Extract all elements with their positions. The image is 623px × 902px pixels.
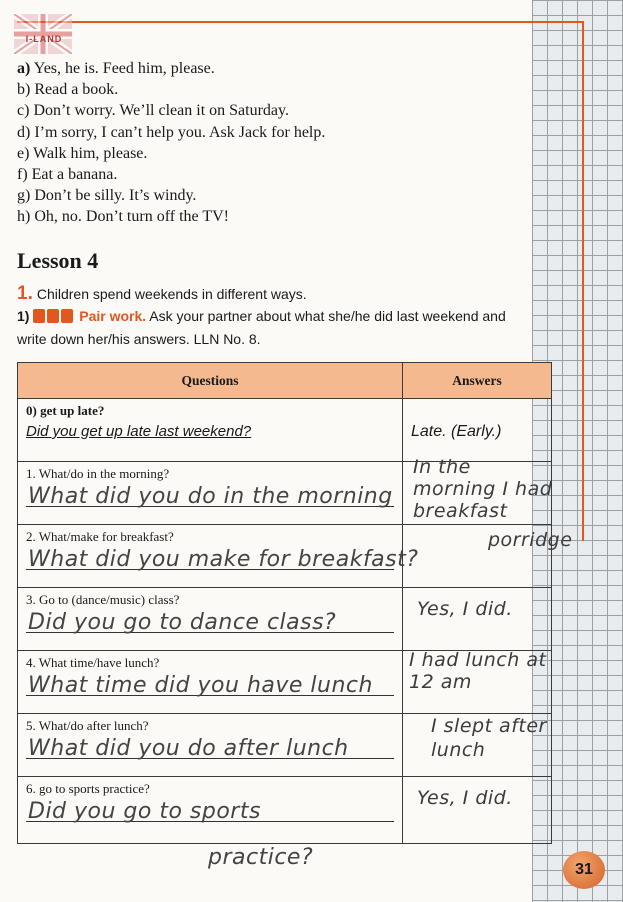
table-row bbox=[18, 399, 552, 462]
handwritten-answer: In the morning I had breakfast bbox=[413, 456, 553, 522]
answer-item: e) Walk him, please. bbox=[17, 144, 148, 162]
handwritten-answer: Yes, I did. bbox=[417, 787, 513, 809]
table-row bbox=[18, 651, 552, 714]
handwritten-question: Did you go to dance class? bbox=[28, 610, 337, 635]
pair-work-label: Pair work. bbox=[79, 308, 147, 324]
question-prompt: 2. What/make for breakfast? bbox=[26, 529, 174, 544]
task-label: 1) bbox=[17, 308, 30, 324]
top-rule bbox=[17, 21, 584, 23]
handwritten-answer: porridge bbox=[488, 529, 573, 551]
question-prompt: 3. Go to (dance/music) class? bbox=[26, 592, 180, 607]
questions-table bbox=[17, 362, 573, 870]
table-row bbox=[18, 462, 552, 525]
model-question: Did you get up late last weekend? bbox=[26, 423, 252, 440]
handwritten-question: What did you make for breakfast? bbox=[28, 547, 419, 572]
handwritten-answer: I had lunch at 12 am bbox=[409, 649, 547, 693]
handwritten-question: Did you go to sports bbox=[28, 799, 261, 824]
page-number: 31 bbox=[563, 851, 605, 889]
answer-item: h) Oh, no. Don’t turn off the TV! bbox=[17, 208, 229, 226]
handwritten-question-continued: practice? bbox=[208, 845, 314, 870]
answer-item: g) Don’t be silly. It’s windy. bbox=[17, 187, 197, 205]
table-row bbox=[18, 714, 552, 777]
answer-item: c) Don’t worry. We’ll clean it on Saturday. bbox=[17, 102, 289, 120]
activity-icons bbox=[33, 308, 75, 329]
question-prompt: 5. What/do after lunch? bbox=[26, 718, 149, 733]
cd-icon bbox=[33, 309, 45, 323]
answer-item: d) I’m sorry, I can’t help you. Ask Jack for help. bbox=[17, 123, 326, 141]
answer-list bbox=[17, 58, 325, 228]
handwritten-question: What did you do in the morning bbox=[28, 484, 393, 509]
table-row bbox=[18, 777, 552, 844]
right-rule bbox=[582, 21, 584, 541]
lesson-title: Lesson 4 bbox=[17, 248, 99, 273]
answer-item: a) Yes, he is. Feed him, please. bbox=[17, 60, 215, 77]
handwritten-question: What time did you have lunch bbox=[28, 673, 373, 698]
exercise-text: Children spend weekends in different ways. bbox=[36, 286, 307, 302]
table-header-row bbox=[18, 363, 552, 399]
handwritten-question: What did you do after lunch bbox=[28, 736, 349, 761]
exercise-number: 1. bbox=[17, 283, 33, 304]
answers-header: Answers bbox=[403, 363, 552, 399]
table-row bbox=[18, 525, 552, 588]
answer-item: f) Eat a banana. bbox=[17, 166, 118, 184]
logo-text: I-LAND bbox=[25, 34, 63, 44]
model-answer: Late. (Early.) bbox=[411, 423, 502, 440]
answer-item: b) Read a book. bbox=[17, 81, 119, 99]
question-prompt: 0) get up late? bbox=[26, 403, 105, 418]
question-prompt: 6. go to sports practice? bbox=[26, 781, 150, 796]
task-text: Ask your partner about what she/he did last weekend and write down her/his answers. LLN No. 8. bbox=[17, 308, 506, 347]
handwritten-answer: I slept after lunch bbox=[431, 715, 547, 761]
handwritten-answer: Yes, I did. bbox=[417, 598, 513, 620]
question-prompt: 4. What time/have lunch? bbox=[26, 655, 160, 670]
table-row bbox=[18, 588, 552, 651]
list-icon bbox=[47, 309, 59, 323]
pencil-icon bbox=[61, 309, 73, 323]
exercise-heading bbox=[17, 283, 307, 305]
task-instruction bbox=[17, 306, 507, 350]
question-prompt: 1. What/do in the morning? bbox=[26, 466, 170, 481]
questions-header: Questions bbox=[18, 363, 403, 399]
